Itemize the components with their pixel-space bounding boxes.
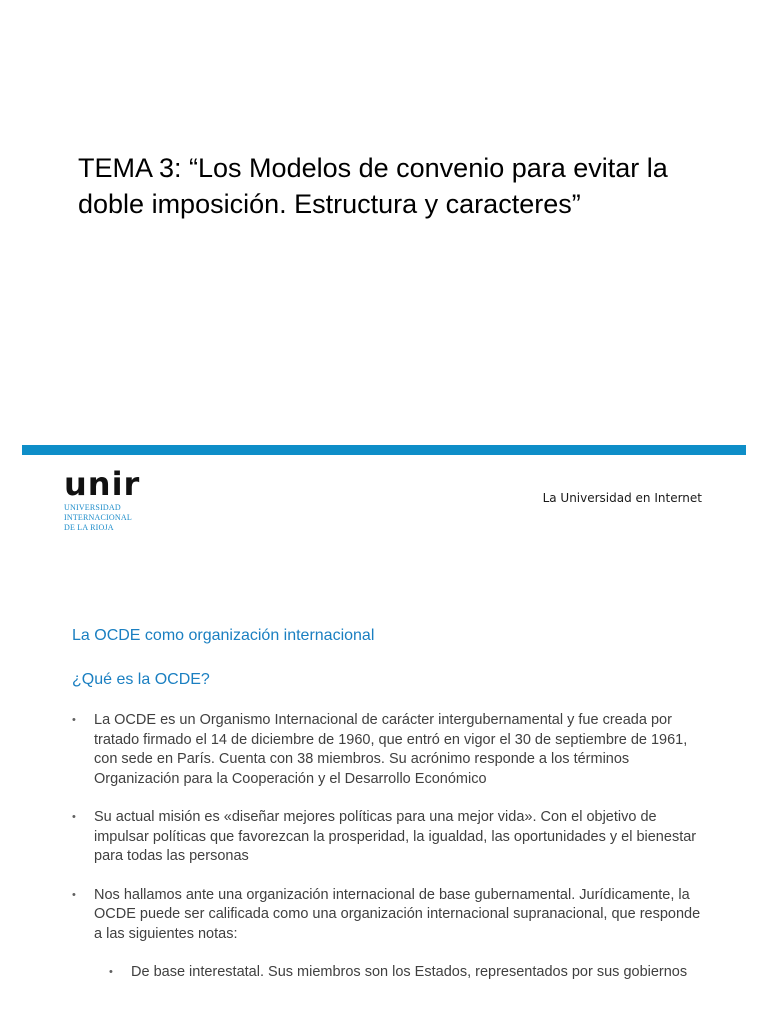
bullet-item	[72, 886, 702, 983]
bullet-dot-icon: •	[72, 714, 76, 726]
bullet-item	[72, 808, 702, 867]
bullet-text: Nos hallamos ante una organización internacional de base gubernamental. Jurídicamente, la OCDE puede ser calificada como una organización internacional supranacional, que responde a las siguientes notas:	[94, 886, 701, 942]
unir-logo	[64, 466, 174, 532]
accent-divider-bar	[22, 445, 746, 455]
bullet-dot-icon: •	[72, 811, 76, 823]
tagline: La Universidad en Internet	[542, 491, 702, 505]
bullet-list	[72, 711, 702, 1002]
bullet-item	[72, 711, 702, 789]
section-heading: La OCDE como organización internacional	[72, 627, 375, 644]
slide-title: TEMA 3: “Los Modelos de convenio para evitar la doble imposición. Estructura y caracteres”	[78, 153, 668, 219]
bullet-text: La OCDE es un Organismo Internacional de carácter intergubernamental y fue creada por tratado firmado el 14 de diciembre de 1960, que entró en vigor el 30 de septiembre de 1961, con sede en París. Cuenta con 38 miembros. Su acrónimo responde a los términos Organización para la Cooperación y el Desarrollo Económico	[94, 712, 688, 787]
sub-bullet-list	[109, 963, 702, 983]
section-subheading: ¿Qué es la OCDE?	[72, 671, 210, 688]
bullet-text: Su actual misión es «diseñar mejores políticas para una mejor vida». Con el objetivo de impulsar políticas que favorezcan la prosperidad, la igualdad, las oportunidades y el bienestar para todas las personas	[94, 809, 697, 864]
bullet-dot-icon: •	[72, 888, 76, 901]
sub-bullet-text: De base interestatal. Sus miembros son los Estados, representados por sus gobiernos	[131, 964, 688, 980]
sub-bullet-item	[109, 963, 702, 983]
logo-wordmark: unir	[64, 465, 141, 503]
bullet-dot-icon: •	[109, 966, 113, 978]
logo-subtitle-line: DE LA RIOJA	[64, 523, 114, 532]
logo-subtitle-line: INTERNACIONAL	[64, 513, 132, 522]
logo-subtitle-line: UNIVERSIDAD	[64, 503, 121, 512]
